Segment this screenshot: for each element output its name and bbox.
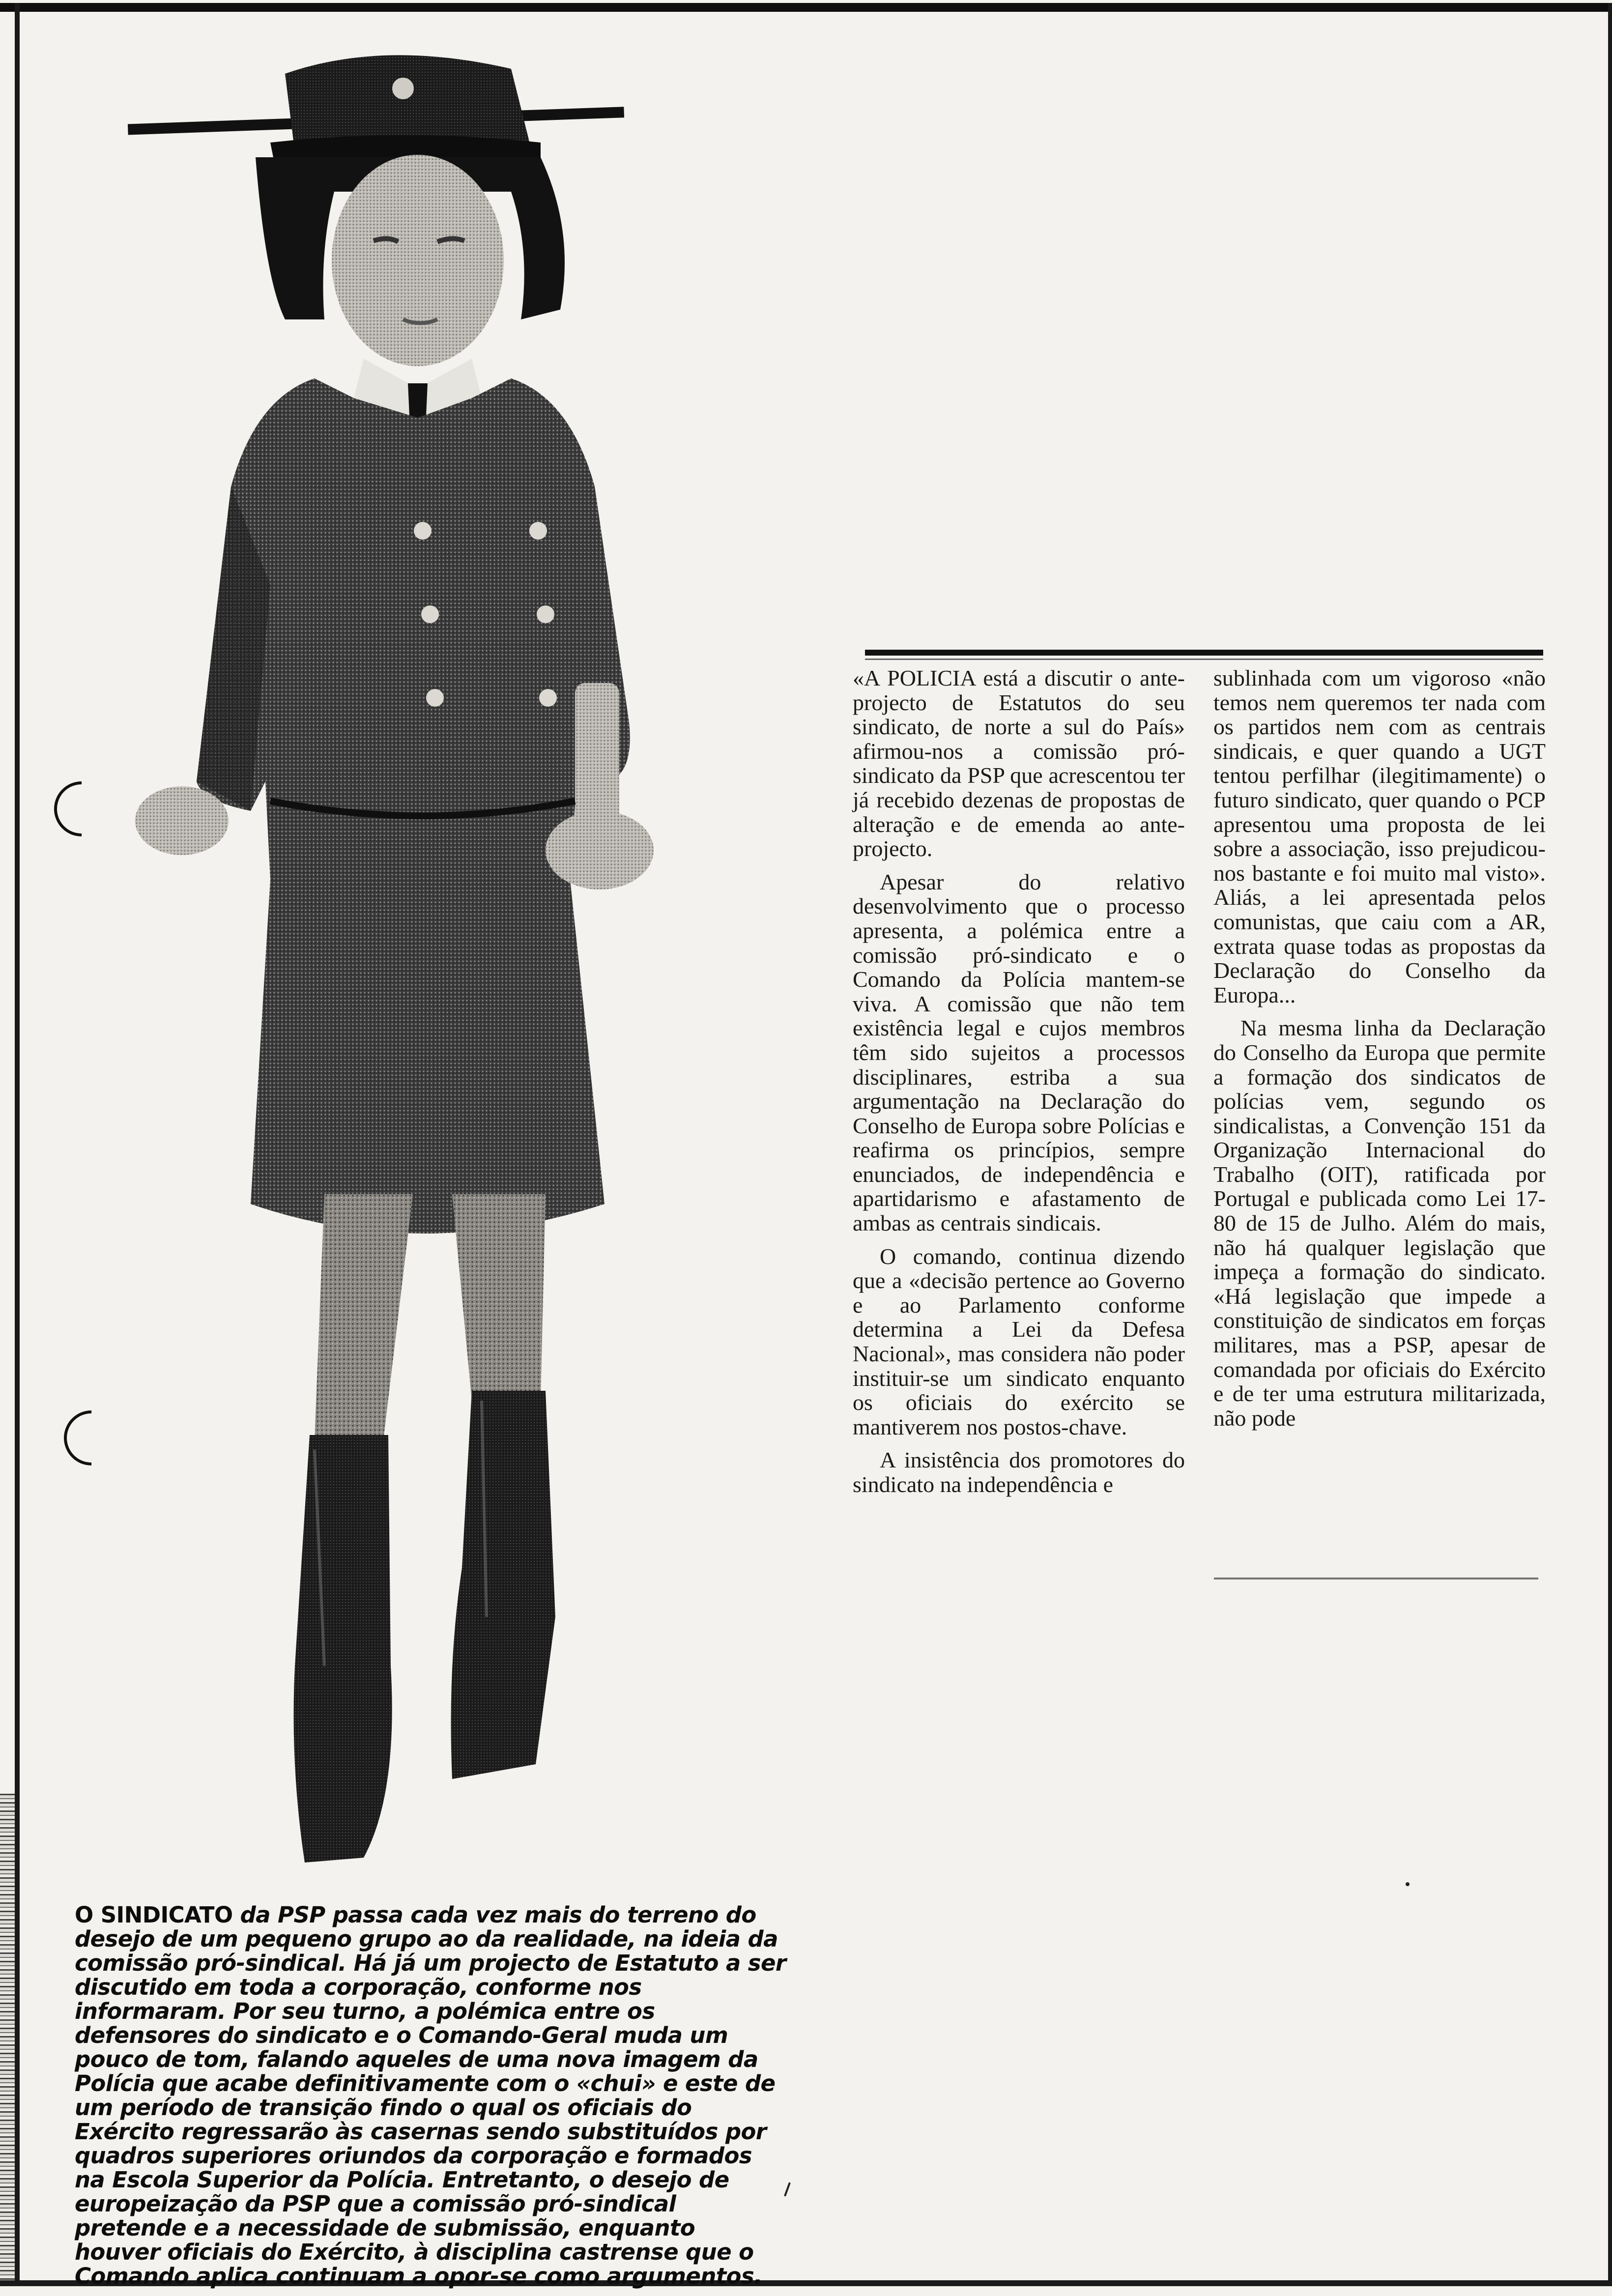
paragraph: «A POLICIA está a discutir o ante-projecto de Estatutos do seu sindicato, de norte a sul do País» afirmou-nos a comissão pró-sindicato da PSP que acrescentou ter já recebido dezenas de propostas de alteração e de emenda ao ante-projecto. (853, 665, 1185, 861)
article-top-rule (865, 650, 1543, 656)
top-border-rule (0, 3, 1612, 12)
policewoman-photo (108, 44, 806, 1912)
paragraph: Na mesma linha da Declaração do Conselho da Europa que permite a formação dos sindicatos de polícias vem, segundo os sindicalistas, a Convenção 151 da Organização Internacional do Trabalho (OIT), ratificada por Portugal e publicada como Lei 17-80 de 15 de Julho. Além do mais, não há qualquer legislação que impeça a formação do sindicato. «Há legislação que impede a constituição de sindicatos em forças militares, mas a PSP, apesar de comandada por oficiais do Exército e de ter uma estrutura militarizada, não pode (1213, 1015, 1546, 1431)
speck (1406, 1882, 1410, 1886)
right-border-rule (1608, 3, 1612, 2283)
paragraph: Apesar do relativo desenvolvimento que o processo apresenta, a polémica entre a comissão pró-sindicato e o Comando da Polícia mantem-se viva. A comissão que não tem existência legal e cujos membros têm sido sujeitos a processos disciplinares, estriba a sua argumentação na Declaração do Conselho de Europa sobre Polícias e reafirma os princípios, sempre enunciados, de independência e apartidarismo e afastamento de ambas as centrais sindicais. (853, 869, 1185, 1236)
article-bottom-rule (1214, 1578, 1538, 1579)
paragraph: O comando, continua dizendo que a «decisão pertence ao Governo e ao Parlamento conforme determina a Lei da Defesa Nacional», mas considera não poder instituir-se um sindicato enquanto os oficiais do exército se mantiverem nos postos-chave. (853, 1243, 1185, 1439)
photo-caption (75, 1903, 787, 2288)
scan-edge-artifact (0, 1794, 15, 2280)
article-column-2 (1213, 666, 1546, 1565)
left-border-rule (15, 3, 20, 2283)
paragraph: A insistência dos promotores do sindicato na independência e (853, 1447, 1185, 1497)
article-body (853, 666, 1546, 1565)
caption-lead: O SINDICATO (75, 1902, 233, 1928)
article-column-1 (853, 666, 1185, 1565)
paragraph: sublinhada com um vigoroso «não temos nem queremos ter nada com os partidos nem com as centrais sindicais, e quer quando a UGT tentou perfilhar (ilegitimamente) o futuro sindicato, quer quando o PCP apresentou uma proposta de lei sobre a associação, isso prejudicou-nos bastante e foi muito mal visto». Aliás, a lei apresentada pelos comunistas, que caiu com a AR, extrata quase todas as propostas da Declaração do Conselho da Europa... (1213, 665, 1546, 1007)
caption-text: da PSP passa cada vez mais do terreno do desejo de um pequeno grupo ao da realidade, na ideia da comissão pró-sindical. Há já um projecto de Estatuto a ser discutido em toda a corporação, conforme nos informaram. Por seu turno, a polémica entre os defensores do sindicato e o Comando-Geral muda um pouco de tom, falando aqueles de uma nova imagem da Polícia que acabe definitivamente com o «chui» e este de um período de transição findo o qual os oficiais do Exército regressarão às casernas sendo substituídos por quadros superiores oriundos da corporação e formados na Escola Superior da Polícia. Entretanto, o desejo de europeização da PSP que a comissão pró-sindical pretende e a necessidade de submissão, enquanto houver oficiais do Exército, à disciplina castrense que o Comando aplica continuam a opor-se como argumentos. (75, 1902, 786, 2289)
article-top-rule-thin (865, 659, 1543, 660)
